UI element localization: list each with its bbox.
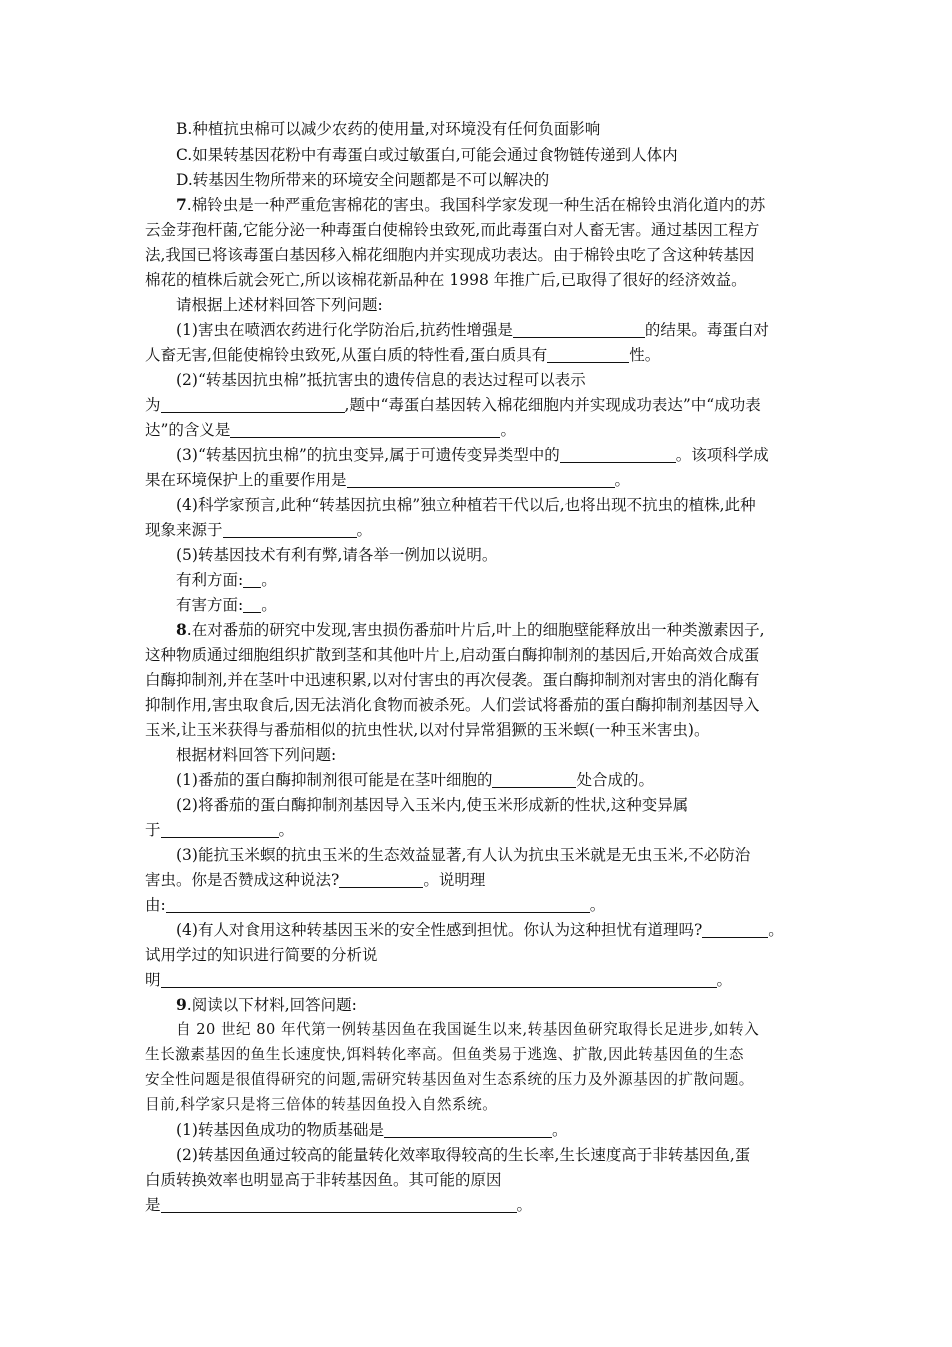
q7-p3-text-d: 。: [614, 471, 631, 489]
q9-intro-text: .阅读以下材料,回答问题:: [186, 996, 357, 1014]
q7-p4-line-2: [145, 520, 372, 542]
q7-p2-text-b: ,题中“毒蛋白基因转入棉花细胞内并实现成功表达”中“成功表: [344, 396, 761, 414]
q9-excerpt-line-2: 生长激素基因的鱼生长速度快,饵料转化率高。但鱼类易于逃逸、扩散,因此转基因鱼的生态: [145, 1046, 744, 1063]
q9-p1-line: [176, 1120, 567, 1142]
q8-p1-text-a: (1)番茄的蛋白酶抑制剂很可能是在茎叶细胞的: [176, 771, 493, 789]
q7-p5-disadvantage: [176, 595, 277, 617]
q8-p3-text-b: 。说明理: [423, 871, 486, 889]
q7-p2-blank-2[interactable]: [230, 421, 500, 438]
q8-p2-text-b: 。: [278, 821, 295, 839]
q8-p2-text-a: 于: [145, 821, 161, 839]
q7-p5-disadvantage-end: 。: [261, 596, 277, 614]
q8-p3-text-d: 。: [589, 896, 606, 914]
q9-excerpt-line-3: 安全性问题是很值得研究的问题,需研究转基因鱼对生态系统的压力及外源基因的扩散问题。: [145, 1071, 754, 1088]
q8-p3-text-a: 害虫。你是否赞成这种说法?: [145, 871, 340, 889]
q7-p2-text-d: 。: [500, 421, 516, 439]
q7-p4-text-a: 现象来源于: [145, 521, 223, 539]
q8-p2-line-1: (2)将番茄的蛋白酶抑制剂基因导入玉米内,使玉米形成新的性状,这种变异属: [176, 796, 689, 814]
q8-p2-line-2: [145, 820, 294, 842]
q8-intro-line-5: 玉米,让玉米获得与番茄相似的抗虫性状,以对付异常猖獗的玉米螟(一种玉米害虫)。: [145, 721, 710, 739]
q7-intro-text: .棉铃虫是一种严重危害棉花的害虫。我国科学家发现一种生活在棉铃虫消化道内的苏: [186, 196, 766, 214]
q9-intro: [176, 995, 357, 1017]
q7-p1-text-b: 的结果。毒蛋白对: [644, 321, 769, 339]
option-b: B.种植抗虫棉可以减少农药的使用量,对环境没有任何负面影响: [176, 120, 601, 138]
option-d: D.转基因生物所带来的环境安全问题都是不可以解决的: [176, 171, 550, 189]
q8-p3-text-c: 由:: [145, 896, 166, 914]
q9-p2-text-b: 。: [516, 1196, 533, 1214]
q7-p3-blank-2[interactable]: [347, 471, 615, 488]
q8-p4-text-a: (4)有人对食用这种转基因玉米的安全性感到担忧。你认为这种担忧有道理吗?: [176, 921, 703, 939]
q7-p2-blank-1[interactable]: [161, 396, 345, 413]
q8-p4-line-1: [176, 920, 784, 942]
q8-number: 8: [176, 620, 187, 639]
q8-p4-blank-1[interactable]: [702, 921, 768, 938]
q8-p4-text-d: 。: [716, 971, 733, 989]
q9-number: 9: [176, 995, 187, 1014]
q7-p2-text-c: 达”的含义是: [145, 421, 231, 439]
q9-p2-text-a: 是: [145, 1196, 161, 1214]
q7-p1-line-1: [176, 320, 769, 342]
q7-p5-disadvantage-blank[interactable]: [243, 596, 261, 613]
q7-prompt: 请根据上述材料回答下列问题:: [176, 296, 383, 314]
q7-p5-advantage-end: 。: [261, 571, 277, 589]
q8-p2-blank[interactable]: [161, 821, 279, 838]
q8-intro-line-3: 白酶抑制剂,并在茎叶中迅速积累,以对付害虫的再次侵袭。蛋白酶抑制剂对害虫的消化酶有: [145, 671, 760, 689]
q9-p2-line-1: (2)转基因鱼通过较高的能量转化效率取得较高的生长率,生长速度高于非转基因鱼,蛋: [176, 1146, 751, 1164]
q7-p5-advantage-label: 有利方面:: [176, 571, 244, 589]
q7-p4-line-1: (4)科学家预言,此种“转基因抗虫棉”独立种植若干代以后,也将出现不抗虫的植株,此种: [176, 496, 756, 514]
q7-p2-text-a: 为: [145, 396, 161, 414]
q7-intro-line-4: 棉花的植株后就会死亡,所以该棉花新品种在 1998 年推广后,已取得了很好的经济效益。: [145, 271, 747, 289]
q7-p3-line-2: [145, 470, 630, 492]
q9-p2-line-2: 白质转换效率也明显高于非转基因鱼。其可能的原因: [145, 1171, 502, 1189]
q8-p1-blank[interactable]: [492, 771, 576, 788]
q8-p3-blank-2[interactable]: [166, 896, 590, 913]
q7-p3-text-c: 果在环境保护上的重要作用是: [145, 471, 347, 489]
q7-p1-line-2: [145, 345, 660, 367]
q9-excerpt-line-1: 自 20 世纪 80 年代第一例转基因鱼在我国诞生以来,转基因鱼研究取得长足进步,如转入: [176, 1021, 760, 1038]
q7-p5-advantage: [176, 570, 277, 592]
q7-p1-blank-2[interactable]: [547, 346, 629, 363]
q7-p5-advantage-blank[interactable]: [243, 571, 261, 588]
q8-p4-text-b: 。: [768, 921, 784, 939]
q9-p1-text-b: 。: [551, 1121, 568, 1139]
q8-p1-text-b: 处合成的。: [576, 771, 654, 789]
q8-intro-text: .在对番茄的研究中发现,害虫损伤番茄叶片后,叶上的细胞壁能释放出一种类激素因子,: [186, 621, 765, 639]
q7-p1-text-d: 性。: [629, 346, 661, 364]
q8-p3-line-2: [145, 870, 485, 892]
q7-p2-line-1: (2)“转基因抗虫棉”抵抗害虫的遗传信息的表达过程可以表示: [176, 371, 586, 389]
q7-number: 7: [176, 195, 187, 214]
q8-prompt: 根据材料回答下列问题:: [176, 746, 337, 764]
q9-p1-text-a: (1)转基因鱼成功的物质基础是: [176, 1121, 384, 1139]
q8-p4-line-3: [145, 970, 732, 992]
q8-p3-line-1: (3)能抗玉米螟的抗虫玉米的生态效益显著,有人认为抗虫玉米就是无虫玉米,不必防治: [176, 846, 751, 864]
q7-p1-text-c: 人畜无害,但能使棉铃虫致死,从蛋白质的特性看,蛋白质具有: [145, 346, 548, 364]
q8-p3-line-3: [145, 895, 605, 917]
q7-p3-text-a: (3)“转基因抗虫棉”的抗虫变异,属于可遗传变异类型中的: [176, 446, 560, 464]
q7-p3-line-1: [176, 445, 769, 467]
q7-p1-blank-1[interactable]: [513, 321, 645, 338]
q8-intro-line-4: 抑制作用,害虫取食后,因无法消化食物而被杀死。人们尝试将番茄的蛋白酶抑制剂基因导入: [145, 696, 760, 714]
q9-excerpt-line-4: 目前,科学家只是将三倍体的转基因鱼投入自然系统。: [145, 1096, 498, 1113]
q7-p3-text-b: 。该项科学成: [675, 446, 769, 464]
q7-p4-blank[interactable]: [223, 521, 357, 538]
q7-p5-line-1: (5)转基因技术有利有弊,请各举一例加以说明。: [176, 546, 498, 564]
q7-p5-disadvantage-label: 有害方面:: [176, 596, 244, 614]
q7-p2-line-3: [145, 420, 516, 442]
q9-p2-blank[interactable]: [161, 1196, 517, 1213]
q8-p3-blank-1[interactable]: [339, 871, 423, 888]
q9-p2-line-3: [145, 1195, 532, 1217]
q7-intro-line-1: [176, 195, 765, 217]
q8-p4-line-2: 试用学过的知识进行简要的分析说: [145, 946, 378, 964]
q8-p4-text-c: 明: [145, 971, 161, 989]
q7-p3-blank-1[interactable]: [560, 446, 676, 463]
q8-intro-line-2: 这种物质通过细胞组织扩散到茎和其他叶片上,启动蛋白酶抑制剂的基因后,开始高效合成蛋: [145, 646, 760, 664]
q8-p1-line: [176, 770, 654, 792]
q7-intro-line-2: 云金芽孢杆菌,它能分泌一种毒蛋白使棉铃虫致死,而此毒蛋白对人畜无害。通过基因工程方: [145, 221, 760, 239]
option-c: C.如果转基因花粉中有毒蛋白或过敏蛋白,可能会通过食物链传递到人体内: [176, 146, 678, 164]
q7-p2-line-2: [145, 395, 761, 417]
q8-p4-blank-2[interactable]: [161, 971, 717, 988]
q7-p1-text-a: (1)害虫在喷洒农药进行化学防治后,抗药性增强是: [176, 321, 513, 339]
q7-intro-line-3: 法,我国已将该毒蛋白基因移入棉花细胞内并实现成功表达。由于棉铃虫吃了含这种转基因: [145, 246, 755, 264]
q9-p1-blank[interactable]: [384, 1121, 552, 1138]
q7-p4-text-b: 。: [356, 521, 373, 539]
q8-intro-line-1: [176, 620, 765, 642]
